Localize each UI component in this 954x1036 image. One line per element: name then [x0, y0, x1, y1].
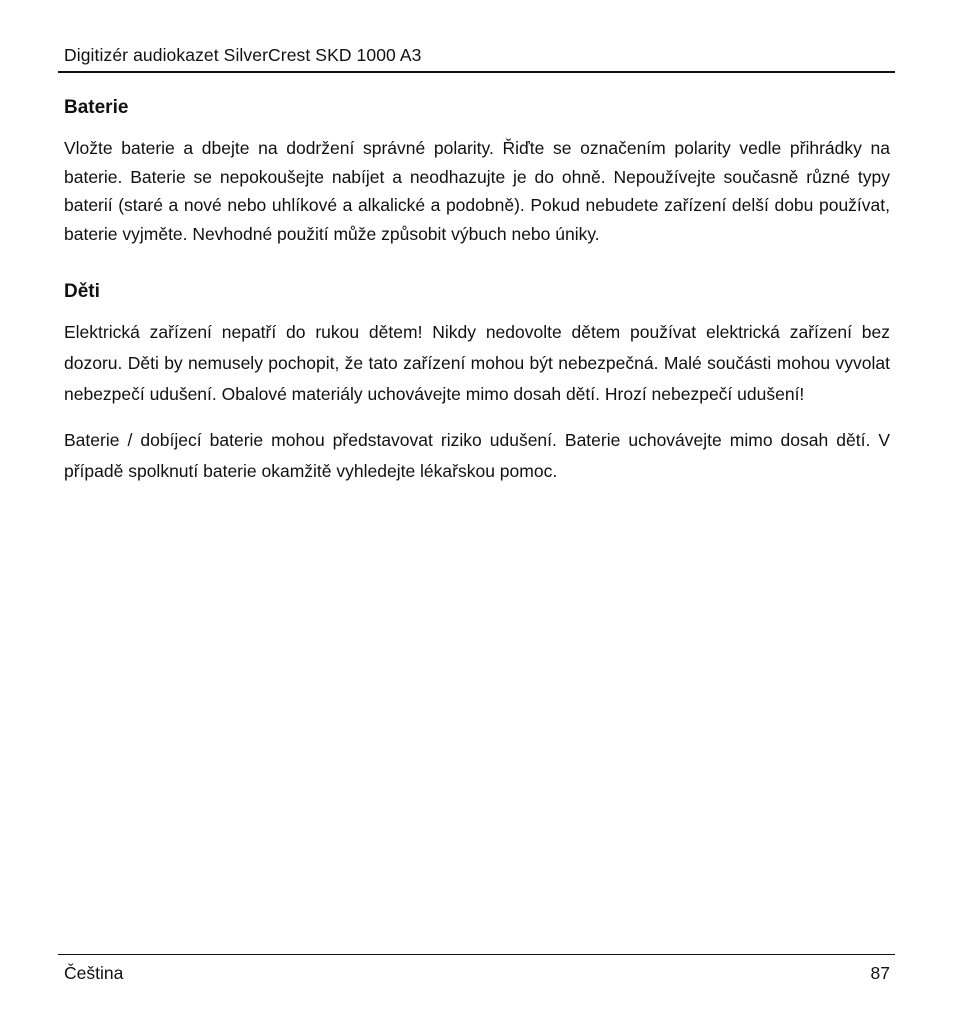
- section-heading-baterie: Baterie: [64, 97, 129, 118]
- section-heading-deti: Děti: [64, 280, 100, 302]
- header-divider: [58, 71, 895, 73]
- footer-divider: [58, 954, 895, 955]
- page-number: 87: [870, 963, 890, 983]
- paragraph-battery-swallow-risk: Baterie / dobíjecí baterie mohou představovat riziko udušení. Baterie uchovávejte mimo dosah dětí. V případě spolknutí baterie okamžitě vyhledejte lékařskou pomoc.: [64, 429, 890, 481]
- page-body: [64, 94, 890, 487]
- footer-language: Čeština: [64, 963, 124, 983]
- paragraph-battery-safety: Vložte baterie a dbejte na dodržení správné polarity. Řiďte se označením polarity vedle přihrádky na baterie. Baterie se nepokoušejte nabíjet a neodhazujte je do ohně. Nepoužívejte současně různé typy baterií (staré a nové nebo uhlíkové a alkalické a podobně). Pokud nebudete zařízení delší dobu používat, baterie vyjměte. Nevhodné použití může způsobit výbuch nebo úniky.: [64, 138, 890, 245]
- running-header: Digitizér audiokazet SilverCrest SKD 1000 A3: [64, 45, 422, 65]
- paragraph-children-safety: Elektrická zařízení nepatří do rukou dětem! Nikdy nedovolte dětem používat elektrická zařízení bez dozoru. Děti by nemusely pochopit, že tato zařízení mohou být nebezpečná. Malé součásti mohou vyvolat nebezpečí udušení. Obalové materiály uchovávejte mimo dosah dětí. Hrozí nebezpečí udušení!: [64, 321, 890, 404]
